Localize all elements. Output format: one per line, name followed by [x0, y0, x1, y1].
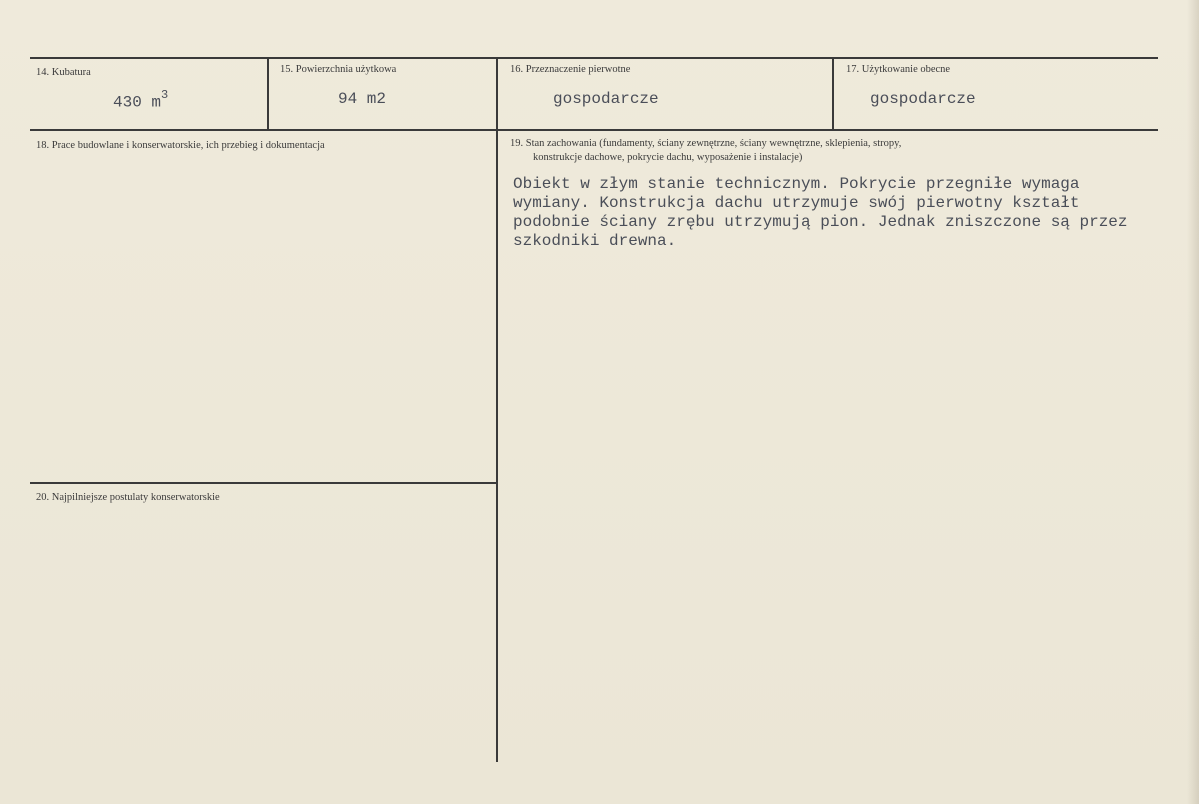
top-rule: [30, 57, 1158, 59]
field-18-label: 18. Prace budowlane i konserwatorskie, ich przebieg i dokumentacja: [36, 140, 325, 151]
field-14-value-text: 430 m: [113, 93, 162, 112]
card-edge-shadow: [1187, 0, 1199, 804]
divider-15-16: [496, 57, 498, 762]
field-14-label: 14. Kubatura: [36, 67, 91, 78]
field-19-line: Obiekt w złym stanie technicznym. Pokrycie przegniłe wymaga: [513, 175, 1080, 193]
field-17-label: 17. Użytkowanie obecne: [846, 64, 951, 75]
field-14-exponent: 3: [161, 88, 169, 102]
field-20-label: 20. Najpilniejsze postulaty konserwatorskie: [36, 492, 220, 503]
field-19-line: szkodniki drewna.: [513, 232, 677, 250]
field-19-label-line2: konstrukcje dachowe, pokrycie dachu, wyposażenie i instalacje): [533, 152, 803, 163]
section20-top-rule: [30, 482, 496, 484]
row1-bottom-rule: [30, 129, 1158, 131]
field-14-value: [113, 90, 168, 111]
field-19-description: [513, 175, 1128, 251]
field-16-value: gospodarcze: [553, 90, 659, 108]
field-19-label-line1: 19. Stan zachowania (fundamenty, ściany zewnętrzne, ściany wewnętrzne, sklepienia, stropy,: [510, 138, 902, 149]
field-19-line: wymiany. Konstrukcja dachu utrzymuje swój pierwotny kształt: [513, 194, 1080, 212]
divider-16-17: [832, 57, 834, 130]
divider-14-15: [267, 57, 269, 130]
field-19-line: podobnie ściany zrębu utrzymują pion. Jednak zniszczone są przez: [513, 213, 1128, 231]
field-17-value: gospodarcze: [870, 90, 976, 108]
field-15-label: 15. Powierzchnia użytkowa: [280, 64, 397, 75]
field-15-value: 94 m2: [338, 90, 387, 108]
field-16-label: 16. Przeznaczenie pierwotne: [510, 64, 631, 75]
